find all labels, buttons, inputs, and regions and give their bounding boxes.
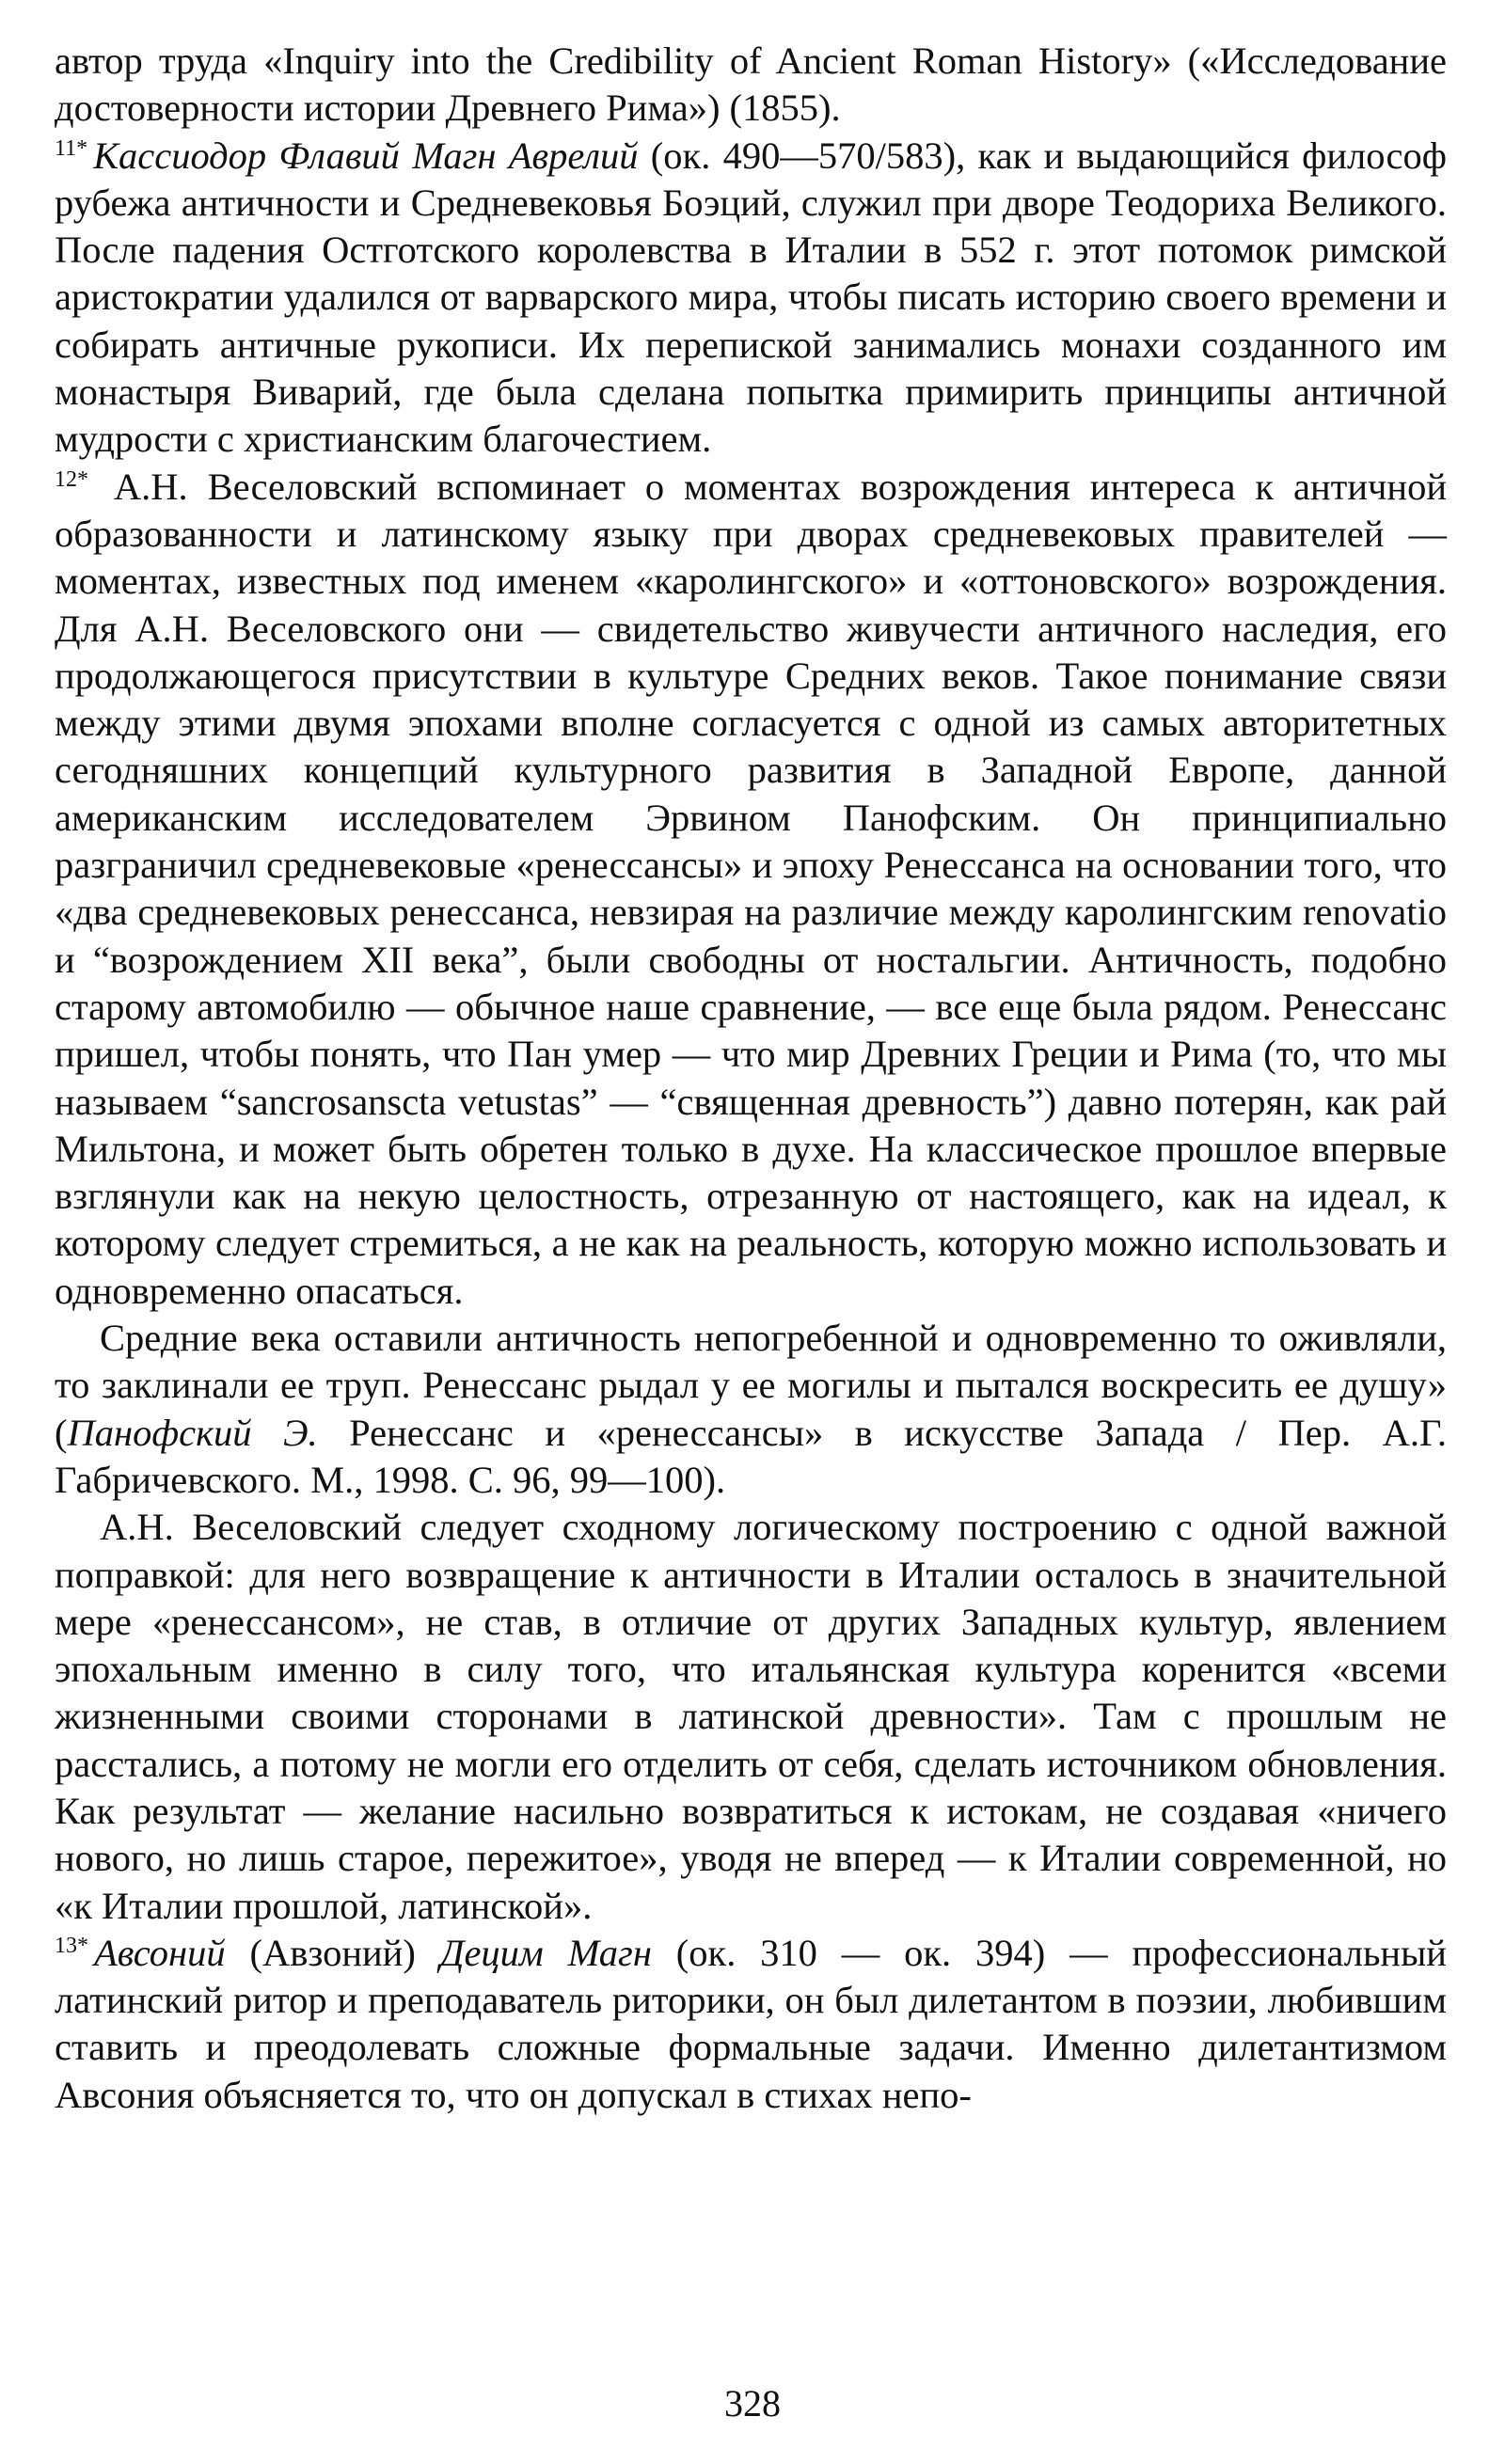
footnote-person-name: Кассиодор Флавий Магн Аврелий (93, 134, 639, 177)
paragraph-text: автор труда «Inquiry into the Credibility of Ancient Roman History» («Исследование достоверности истории Древнего Рима») (1855). (55, 39, 1447, 130)
footnote-text: (ок. 310 — ок. 394) — профессиональный латинский ритор и преподаватель риторики, он был дилетантом в поэзии, любившим ставить и преодолевать сложные формальные задачи. Именно дилетантизмом Авсония объясняется то, что он допускал в стихах непо- (55, 1931, 1447, 2116)
footnote-13 (55, 1930, 1447, 2119)
paragraph-quote-end (55, 1315, 1447, 1504)
footnote-12 (55, 464, 1447, 1315)
footnote-marker: 13* (55, 1933, 88, 1958)
page-number: 328 (724, 2382, 781, 2425)
page-text (55, 38, 1447, 2119)
paragraph-text: А.Н. Веселовский следует сходному логическому построению с одной важной поправкой: для него возвращение к античности в Италии осталось в значительной мере «ренессансом», не став, в отличие от других Западных культур, явлением эпохальным именно в силу того, что итальянская культура коренится «всеми жизненными своими сторонами в латинской древности». Там с прошлым не расстались, а потому не могли его отделить от себя, сделать источником обновления. Как результат — желание насильно возвратиться к истокам, не создавая «ничего нового, но лишь старое, пережитое», уводя не вперед — к Италии современной, но «к Италии прошлой, латинской». (55, 1506, 1447, 1927)
footnote-text: (ок. 490—570/583), как и выдающийся философ рубежа античности и Средневековья Боэций, служил при дворе Теодориха Великого. После падения Остготского королевства в Италии в 552 г. этот потомок римской аристократии удалился от варварского мира, чтобы писать историю своего времени и собирать античные рукописи. Их перепиской занимались монахи созданного им монастыря Виварий, где была сделана попытка примирить принципы античной мудрости с христианским благочестием. (55, 134, 1447, 461)
footnote-text: (Авзоний) (225, 1931, 440, 1974)
footnote-11 (55, 133, 1447, 464)
citation-text: Ренессанс и «ренессансы» в искусстве Запада / Пер. А.Г. Габричевского. М., 1998. С. 96, 99—100). (55, 1411, 1447, 1501)
footnote-marker: 11* (55, 135, 88, 161)
footnote-person-name: Авсоний (94, 1931, 226, 1974)
paragraph-continuation (55, 38, 1447, 133)
paragraph-text: Средние века оставили античность непогребенной и одновременно то оживляли, то заклинали ее труп. Ренессанс рыдал у ее могилы и пытался воскресить ее душу» ( (55, 1317, 1447, 1454)
footnote-text: А.Н. Веселовский вспоминает о моментах возрождения интереса к античной образованности и латинскому языку при дворах средневековых правителей — моментах, известных под именем «каролингского» и «оттоновского» возрождения. Для А.Н. Веселовского они — свидетельство живучести античного наследия, его продолжающегося присутствии в культуре Средних веков. Такое понимание связи между этими двумя эпохами вполне согласуется с одной из самых авторитетных сегодняшних концепций культурного развития в Западной Европе, данной американским исследователем Эрвином Панофским. Он принципиально разграничил средневековые «ренессансы» и эпоху Ренессанса на основании того, что «два средневековых ренессанса, невзирая на различие между каролингским renovatio и “возрождением XII века”, были свободны от ностальгии. Античность, подобно старому автомобилю — обычное наше сравнение, — все еще была рядом. Ренессанс пришел, чтобы понять, что Пан умер — что мир Древних Греции и Рима (то, что мы называем “sancrosanscta vetustas” — “священная древность”) давно потерян, как рай Мильтона, и может быть обретен только в духе. На классическое прошлое впервые взглянули как на некую целостность, отрезанную от настоящего, как на идеал, к которому следует стремиться, а не как на реальность, которую можно использовать и одновременно опасаться. (55, 465, 1447, 1312)
footnote-person-name: Децим Магн (439, 1931, 652, 1974)
footnote-marker: 12* (55, 466, 88, 492)
citation-author: Панофский Э. (67, 1411, 318, 1454)
paragraph-veselovsky (55, 1504, 1447, 1930)
